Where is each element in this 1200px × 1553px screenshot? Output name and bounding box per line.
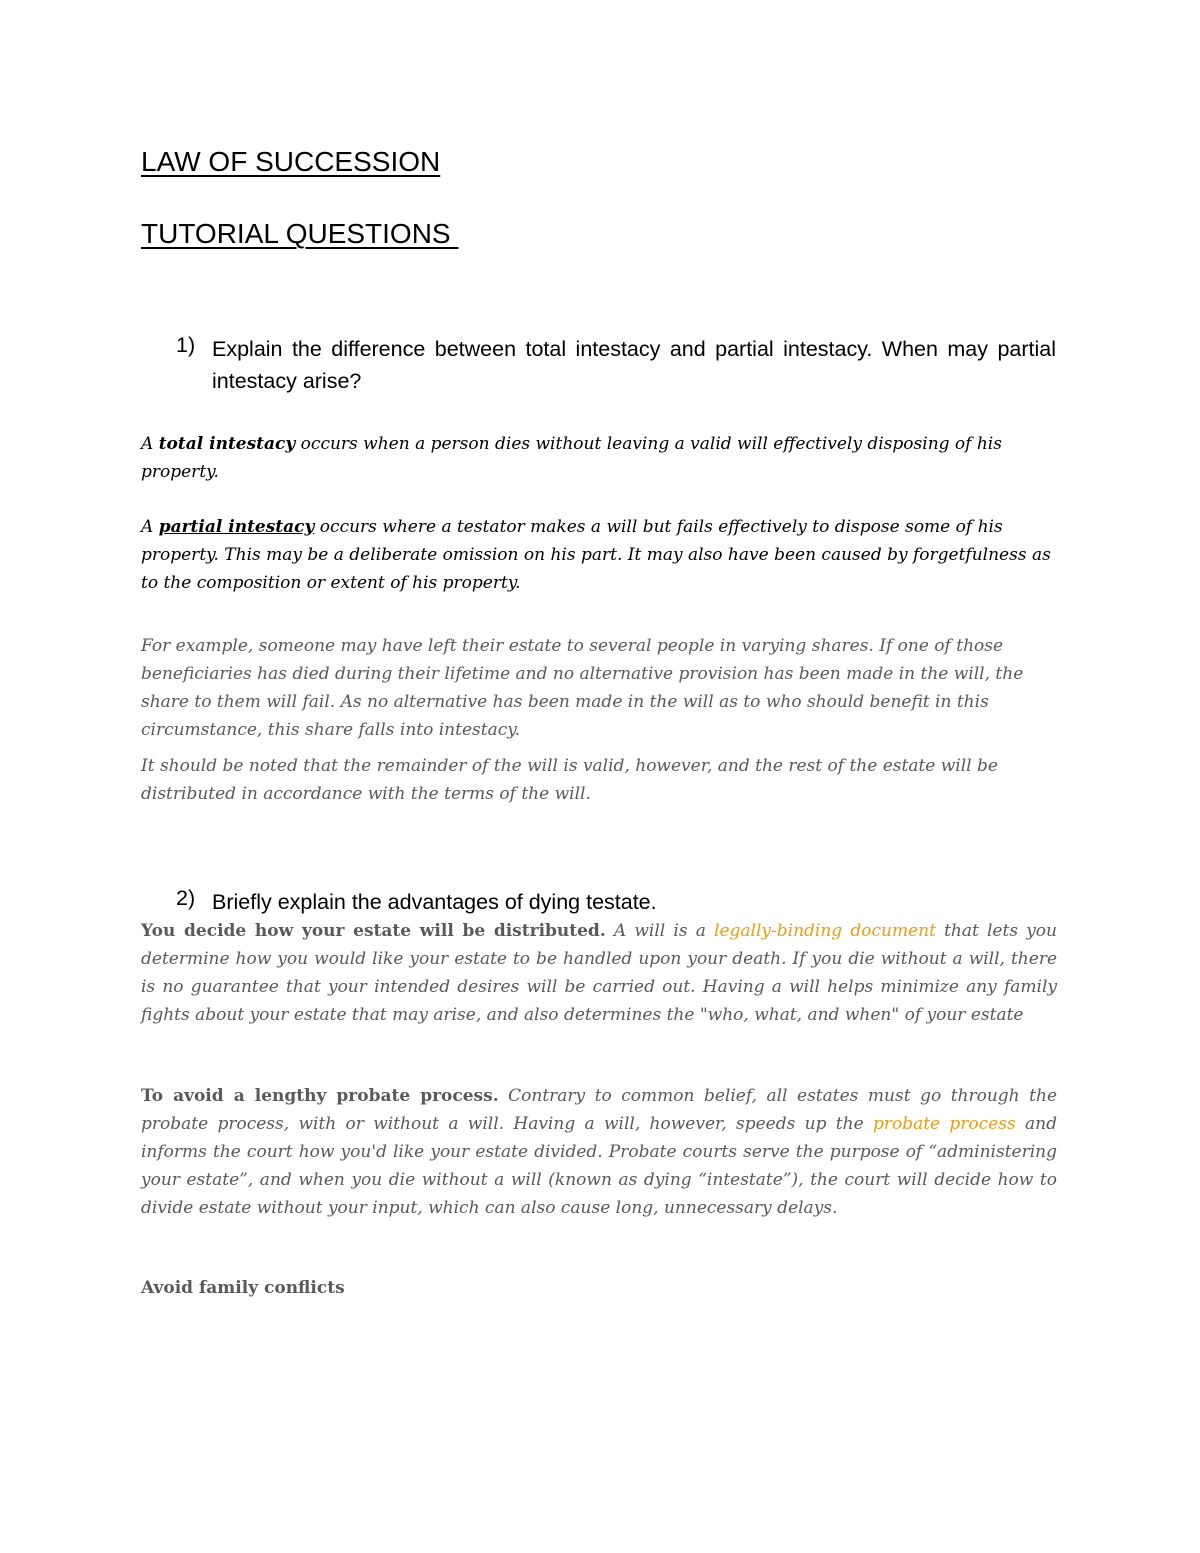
advantage-heading-family-conflicts: Avoid family conflicts — [141, 1278, 345, 1298]
answer-2-paragraph-distribution — [141, 917, 1057, 1029]
term-total-intestacy: total intestacy — [158, 434, 296, 454]
answer-1-paragraph-total-intestacy — [141, 430, 1057, 486]
question-2 — [176, 886, 1056, 918]
advantage-heading-distribution: You decide how your estate will be distributed. — [141, 921, 606, 941]
answer-2-paragraph-probate — [141, 1082, 1057, 1222]
answer-text: A — [141, 434, 159, 454]
answer-text: A — [141, 517, 159, 537]
question-2-text: Briefly explain the advantages of dying testate. — [212, 890, 657, 914]
question-1-number: 1) — [176, 333, 196, 357]
answer-text: Contrary to common belief, all estates must go through the probate process, with or without a will. Having a will, however, speeds up the — [141, 1086, 1058, 1134]
link-probate-process[interactable]: probate process — [872, 1114, 1016, 1134]
advantage-heading-probate: To avoid a lengthy probate process. — [141, 1086, 499, 1106]
answer-2-paragraph-family-conflicts — [141, 1274, 1057, 1302]
document-title: LAW OF SUCCESSION — [141, 146, 441, 177]
question-2-number: 2) — [176, 886, 196, 910]
question-1 — [176, 333, 1056, 397]
answer-text: occurs where a testator makes a will but fails effectively to dispose some of his property. This may be a deliberate omission on his part. It may also have been caused by forgetfulness as to the composition or extent of his property. — [141, 517, 1051, 593]
link-legally-binding-document[interactable]: legally-binding document — [714, 921, 936, 941]
answer-1-paragraph-example: For example, someone may have left their estate to several people in varying shares. If one of those beneficiaries has died during their lifetime and no alternative provision has been made in the will, the share to them will fail. As no alternative has been made in the will as to who should benefit in this circumstance, this share falls into intestacy. — [141, 636, 1024, 740]
answer-text: occurs when a person dies without leaving a valid will effectively disposing of his property. — [141, 434, 1002, 482]
term-partial-intestacy: partial intestacy — [158, 517, 315, 537]
answer-text: and informs the court how you'd like your estate divided. Probate courts serve the purpose of “administering your estate”, and when you die without a will (known as dying “intestate”), the court will decide how to divide estate without your input, which can also cause long, unnecessary delays. — [141, 1114, 1057, 1218]
answer-text: A will is a — [605, 921, 715, 941]
answer-text: that lets you determine how you would like your estate to be handled upon your death. If you die without a will, there is no guarantee that your intended desires will be carried out. Having a will helps minimize any family fights about your estate that may arise, and also determines the "who, what, and when" of your estate — [141, 921, 1057, 1025]
question-1-text: Explain the difference between total intestacy and partial intestacy. When may partial intestacy arise? — [212, 337, 1056, 393]
answer-1-paragraph-note: It should be noted that the remainder of the will is valid, however, and the rest of the estate will be distributed in accordance with the terms of the will. — [141, 756, 998, 804]
document-subtitle: TUTORIAL QUESTIONS — [141, 218, 459, 249]
answer-1-paragraph-partial-intestacy — [141, 513, 1057, 597]
